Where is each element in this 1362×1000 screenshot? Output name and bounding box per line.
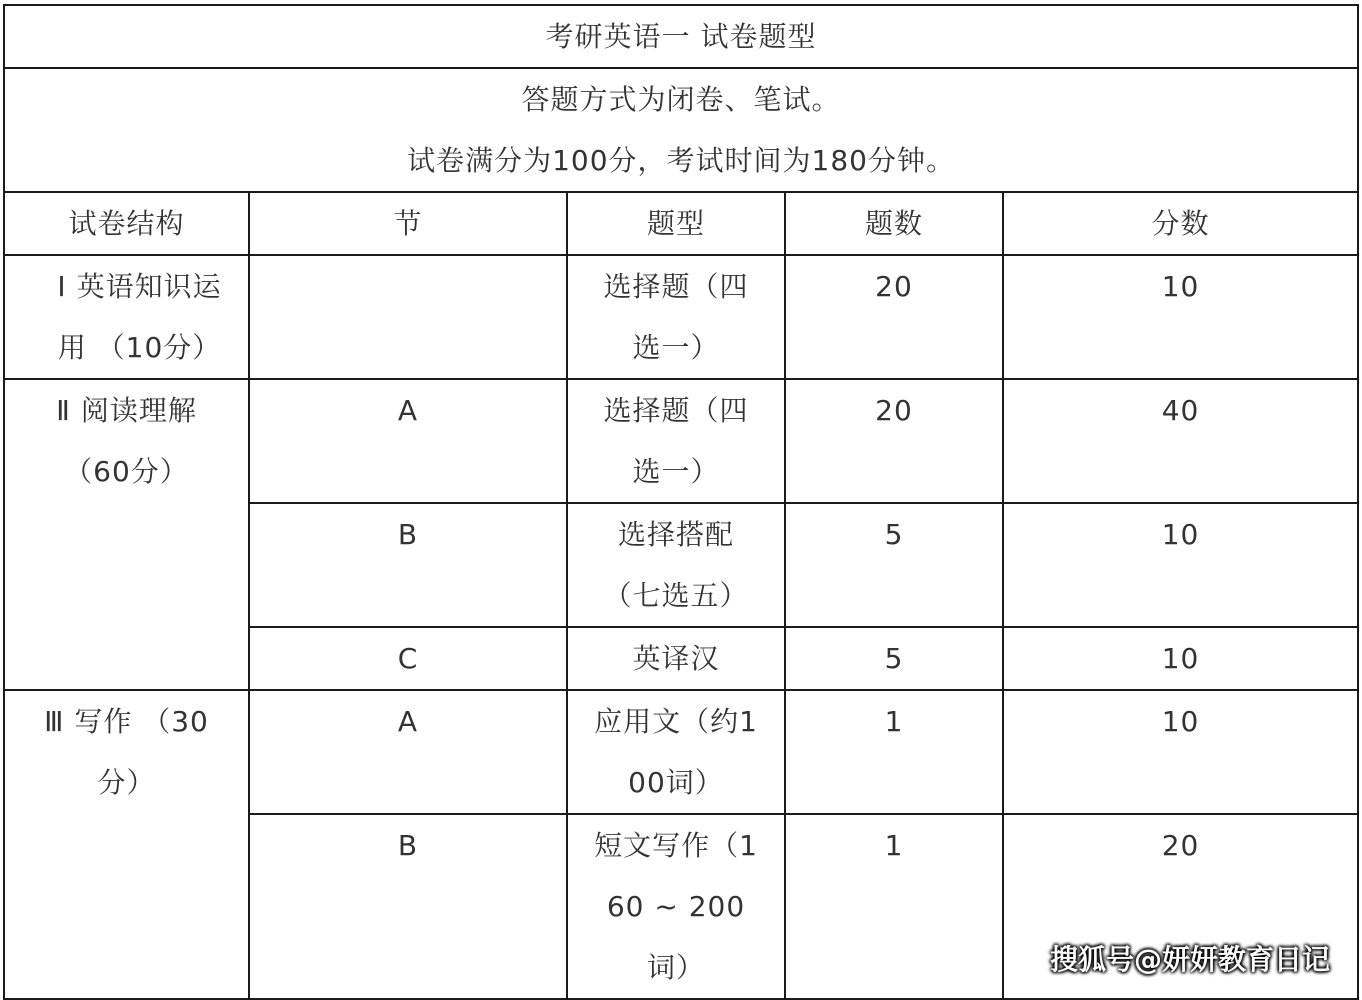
watermark-text: 搜狐号@妍妍教育日记 [1049,943,1330,976]
type-line: 选择题（四 [603,394,749,427]
type-cell [567,503,785,627]
header-count: 题数 [785,192,1003,255]
section-cell: B [249,814,567,999]
section-cell: B [249,503,567,627]
section-cell: A [249,379,567,503]
title-row [4,5,1358,68]
structure-line: 分） [97,766,156,799]
structure-line: Ⅲ 写作 （30 [44,705,209,738]
structure-line: 用 （10分） [57,331,222,364]
header-score: 分数 [1003,192,1358,255]
structure-cell [4,255,249,379]
structure-cell [4,690,249,999]
count-cell: 5 [785,627,1003,690]
table-row [4,690,1358,814]
header-structure: 试卷结构 [4,192,249,255]
score-cell: 10 [1003,690,1358,814]
count-cell: 1 [785,814,1003,999]
section-cell: A [249,690,567,814]
score-cell: 10 [1003,503,1358,627]
type-cell [567,255,785,379]
section-cell [249,255,567,379]
score-cell: 10 [1003,627,1358,690]
type-line: 00词） [628,766,724,799]
type-line: 选一） [632,455,720,488]
structure-line: （60分） [64,455,189,488]
type-line: 选一） [632,331,720,364]
type-line: 选择搭配 [617,518,734,551]
exam-format-table [3,4,1359,1000]
header-section: 节 [249,192,567,255]
header-row [4,192,1358,255]
structure-cell [4,379,249,690]
score-cell: 20 [1003,814,1358,999]
info-line-1: 答题方式为闭卷、笔试。 [521,83,841,116]
type-cell [567,690,785,814]
type-line: 60 ~ 200 [606,890,746,923]
type-line: 选择题（四 [603,270,749,303]
type-line: （七选五） [603,579,749,612]
count-cell: 5 [785,503,1003,627]
type-cell [567,814,785,999]
type-line: 词） [646,951,705,984]
type-cell [567,627,785,690]
structure-line: Ⅱ 阅读理解 [56,394,197,427]
info-line-2: 试卷满分为100分，考试时间为180分钟。 [407,144,955,177]
table-row [4,255,1358,379]
score-cell: 40 [1003,379,1358,503]
type-cell [567,379,785,503]
type-line: 短文写作（1 [594,829,758,862]
type-line: 英译汉 [632,642,720,675]
info-row [4,68,1358,192]
header-type: 题型 [567,192,785,255]
score-cell: 10 [1003,255,1358,379]
table-row [4,379,1358,503]
exam-info [4,68,1358,192]
structure-line: Ⅰ 英语知识运 [57,270,222,303]
count-cell: 20 [785,379,1003,503]
count-cell: 20 [785,255,1003,379]
count-cell: 1 [785,690,1003,814]
type-line: 应用文（约1 [594,705,758,738]
table-title: 考研英语一 试卷题型 [4,5,1358,68]
section-cell: C [249,627,567,690]
